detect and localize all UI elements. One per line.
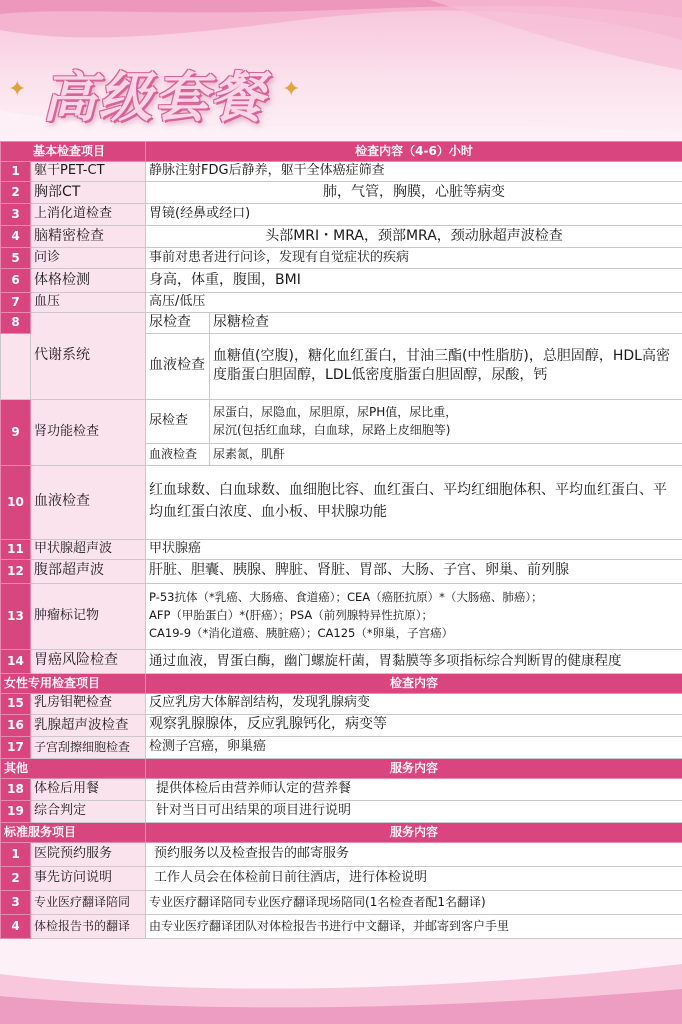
row-number: 12	[1, 559, 31, 583]
row-number: 17	[1, 736, 31, 758]
row-number: 13	[1, 583, 31, 649]
row-content: 反应乳房大体解剖结构，发现乳腺病变	[146, 693, 682, 714]
row-item: 躯干PET-CT	[31, 162, 146, 182]
content-line: 尿沉(包括红血球，白血球，尿路上皮细胞等)	[213, 423, 451, 437]
bottom-wave-decoration	[0, 934, 682, 1024]
table-row	[1, 714, 682, 736]
row-item: 肿瘤标记物	[31, 583, 146, 649]
table-row	[1, 204, 682, 226]
table-row	[1, 778, 682, 800]
sub-label: 尿检查	[146, 399, 210, 443]
standard-header-row	[1, 822, 682, 842]
row-item: 上消化道检查	[31, 204, 146, 226]
row-content: 血糖值(空腹)，糖化血红蛋白，甘油三酯(中性脂肪)，总胆固醇，HDL高密度脂蛋白胆固醇，LDL低密度脂蛋白胆固醇，尿酸，钙	[210, 333, 682, 399]
row-number: 10	[1, 465, 31, 539]
row-content: 通过血液，胃蛋白酶，幽门螺旋杆菌，胃黏膜等多项指标综合判断胃的健康程度	[146, 649, 682, 673]
table-row	[1, 842, 682, 866]
row-number: 5	[1, 248, 31, 269]
row-item: 胸部CT	[31, 182, 146, 204]
basic-header-item: 基本检查项目	[1, 142, 146, 162]
kidney-row	[1, 399, 682, 443]
row-content: 静脉注射FDG后静养，躯干全体癌症筛查	[146, 162, 682, 182]
content-line: CA19-9（*消化道癌、胰脏癌）；CA125（*卵巢，子宫癌）	[149, 625, 454, 640]
row-number: 18	[1, 778, 31, 800]
row-content	[210, 399, 682, 443]
row-content: 预约服务以及检查报告的邮寄服务	[146, 842, 682, 866]
row-number: 2	[1, 182, 31, 204]
row-content: 胃镜(经鼻或经口)	[146, 204, 682, 226]
row-item: 肾功能检查	[31, 399, 146, 465]
title-area	[0, 55, 682, 129]
row-content: 红血球数、白血球数、血细胞比容、血红蛋白、平均红细胞体积、平均血红蛋白、平均血红蛋白浓度、血小板、甲状腺功能	[146, 465, 682, 539]
female-header-row	[1, 673, 682, 693]
standard-header-item: 标准服务项目	[1, 822, 146, 842]
row-content: 由专业医疗翻译团队对体检报告书进行中文翻译，并邮寄到客户手里	[146, 914, 682, 938]
row-number: 1	[1, 842, 31, 866]
row-item: 体检后用餐	[31, 778, 146, 800]
row-content: 高压/低压	[146, 293, 682, 313]
row-item: 乳房钼靶检查	[31, 693, 146, 714]
sparkle-icon: ✦	[8, 77, 27, 102]
row-number: 2	[1, 866, 31, 890]
package-table	[0, 141, 682, 939]
table-row	[1, 269, 682, 293]
row-number: 3	[1, 204, 31, 226]
row-content: 肝脏、胆囊、胰腺、脾脏、肾脏、胃部、大肠、子宫、卵巢、前列腺	[146, 559, 682, 583]
row-item: 脑精密检查	[31, 226, 146, 248]
row-number: 16	[1, 714, 31, 736]
other-header-content: 服务内容	[146, 758, 682, 778]
table-row	[1, 583, 682, 649]
row-item: 腹部超声波	[31, 559, 146, 583]
metabolic-row	[1, 313, 682, 334]
row-number: 6	[1, 269, 31, 293]
row-number: 7	[1, 293, 31, 313]
table-row	[1, 559, 682, 583]
row-number: 4	[1, 226, 31, 248]
row-number: 9	[1, 399, 31, 465]
sub-label: 血液检查	[146, 333, 210, 399]
table-row	[1, 890, 682, 914]
row-content: 专业医疗翻译陪同专业医疗翻译现场陪同(1名检查者配1名翻译)	[146, 890, 682, 914]
row-item: 甲状腺超声波	[31, 539, 146, 559]
female-header-content: 检查内容	[146, 673, 682, 693]
row-content: 针对当日可出结果的项目进行说明	[146, 800, 682, 822]
row-number: 14	[1, 649, 31, 673]
row-item: 胃癌风险检查	[31, 649, 146, 673]
sparkle-icon: ✦	[282, 77, 301, 102]
row-item: 乳腺超声波检查	[31, 714, 146, 736]
sub-label: 尿检查	[146, 313, 210, 334]
row-item: 体格检测	[31, 269, 146, 293]
row-number: 8	[1, 313, 31, 334]
content-line: AFP（甲胎蛋白）*(肝癌）；PSA（前列腺特异性抗原）；	[149, 608, 433, 623]
row-item: 问诊	[31, 248, 146, 269]
row-number: 4	[1, 914, 31, 938]
other-header-row	[1, 758, 682, 778]
table-row	[1, 248, 682, 269]
row-content: 工作人员会在体检前日前往酒店，进行体检说明	[146, 866, 682, 890]
table-row	[1, 182, 682, 204]
row-content: 头部MRI・MRA，颈部MRA，颈动脉超声波检查	[146, 226, 682, 248]
table-row	[1, 293, 682, 313]
row-item: 事先访问说明	[31, 866, 146, 890]
other-header-item: 其他	[1, 758, 146, 778]
row-content: 尿糖检查	[210, 313, 682, 334]
row-number: 11	[1, 539, 31, 559]
row-item: 医院预约服务	[31, 842, 146, 866]
row-content: 检测子宫癌，卵巢癌	[146, 736, 682, 758]
row-content	[146, 583, 682, 649]
row-number: 3	[1, 890, 31, 914]
row-item: 血液检查	[31, 465, 146, 539]
table-row	[1, 649, 682, 673]
row-content: 甲状腺癌	[146, 539, 682, 559]
row-item: 代谢系统	[31, 313, 146, 400]
row-item: 血压	[31, 293, 146, 313]
row-content: 身高，体重，腹围，BMI	[146, 269, 682, 293]
table-row	[1, 162, 682, 182]
row-item: 综合判定	[31, 800, 146, 822]
basic-header-row	[1, 142, 682, 162]
row-content: 尿素氮，肌酐	[210, 443, 682, 465]
row-item: 子宫刮擦细胞检查	[31, 736, 146, 758]
table-row	[1, 465, 682, 539]
row-number-blank	[1, 333, 31, 399]
row-item: 专业医疗翻译陪同	[31, 890, 146, 914]
row-content: 肺，气管，胸膜，心脏等病变	[146, 182, 682, 204]
table-row	[1, 736, 682, 758]
sub-label: 血液检查	[146, 443, 210, 465]
row-content: 提供体检后由营养师认定的营养餐	[146, 778, 682, 800]
female-header-item: 女性专用检查项目	[1, 673, 146, 693]
row-item: 体检报告书的翻译	[31, 914, 146, 938]
row-number: 1	[1, 162, 31, 182]
content-line: 尿蛋白，尿隐血，尿胆原，尿PH值，尿比重，	[213, 405, 458, 419]
page-title: 高级套餐	[42, 66, 266, 129]
table-row	[1, 800, 682, 822]
row-number: 15	[1, 693, 31, 714]
basic-header-content: 检查内容（4-6）小时	[146, 142, 682, 162]
standard-header-content: 服务内容	[146, 822, 682, 842]
table-row	[1, 539, 682, 559]
row-content: 事前对患者进行问诊，发现有自觉症状的疾病	[146, 248, 682, 269]
table-row	[1, 866, 682, 890]
table-row	[1, 226, 682, 248]
row-content: 观察乳腺腺体，反应乳腺钙化，病变等	[146, 714, 682, 736]
content-line: P-53抗体（*乳癌、大肠癌、食道癌）；CEA（癌胚抗原）*（大肠癌、肺癌）；	[149, 590, 543, 605]
row-number: 19	[1, 800, 31, 822]
table-row	[1, 693, 682, 714]
